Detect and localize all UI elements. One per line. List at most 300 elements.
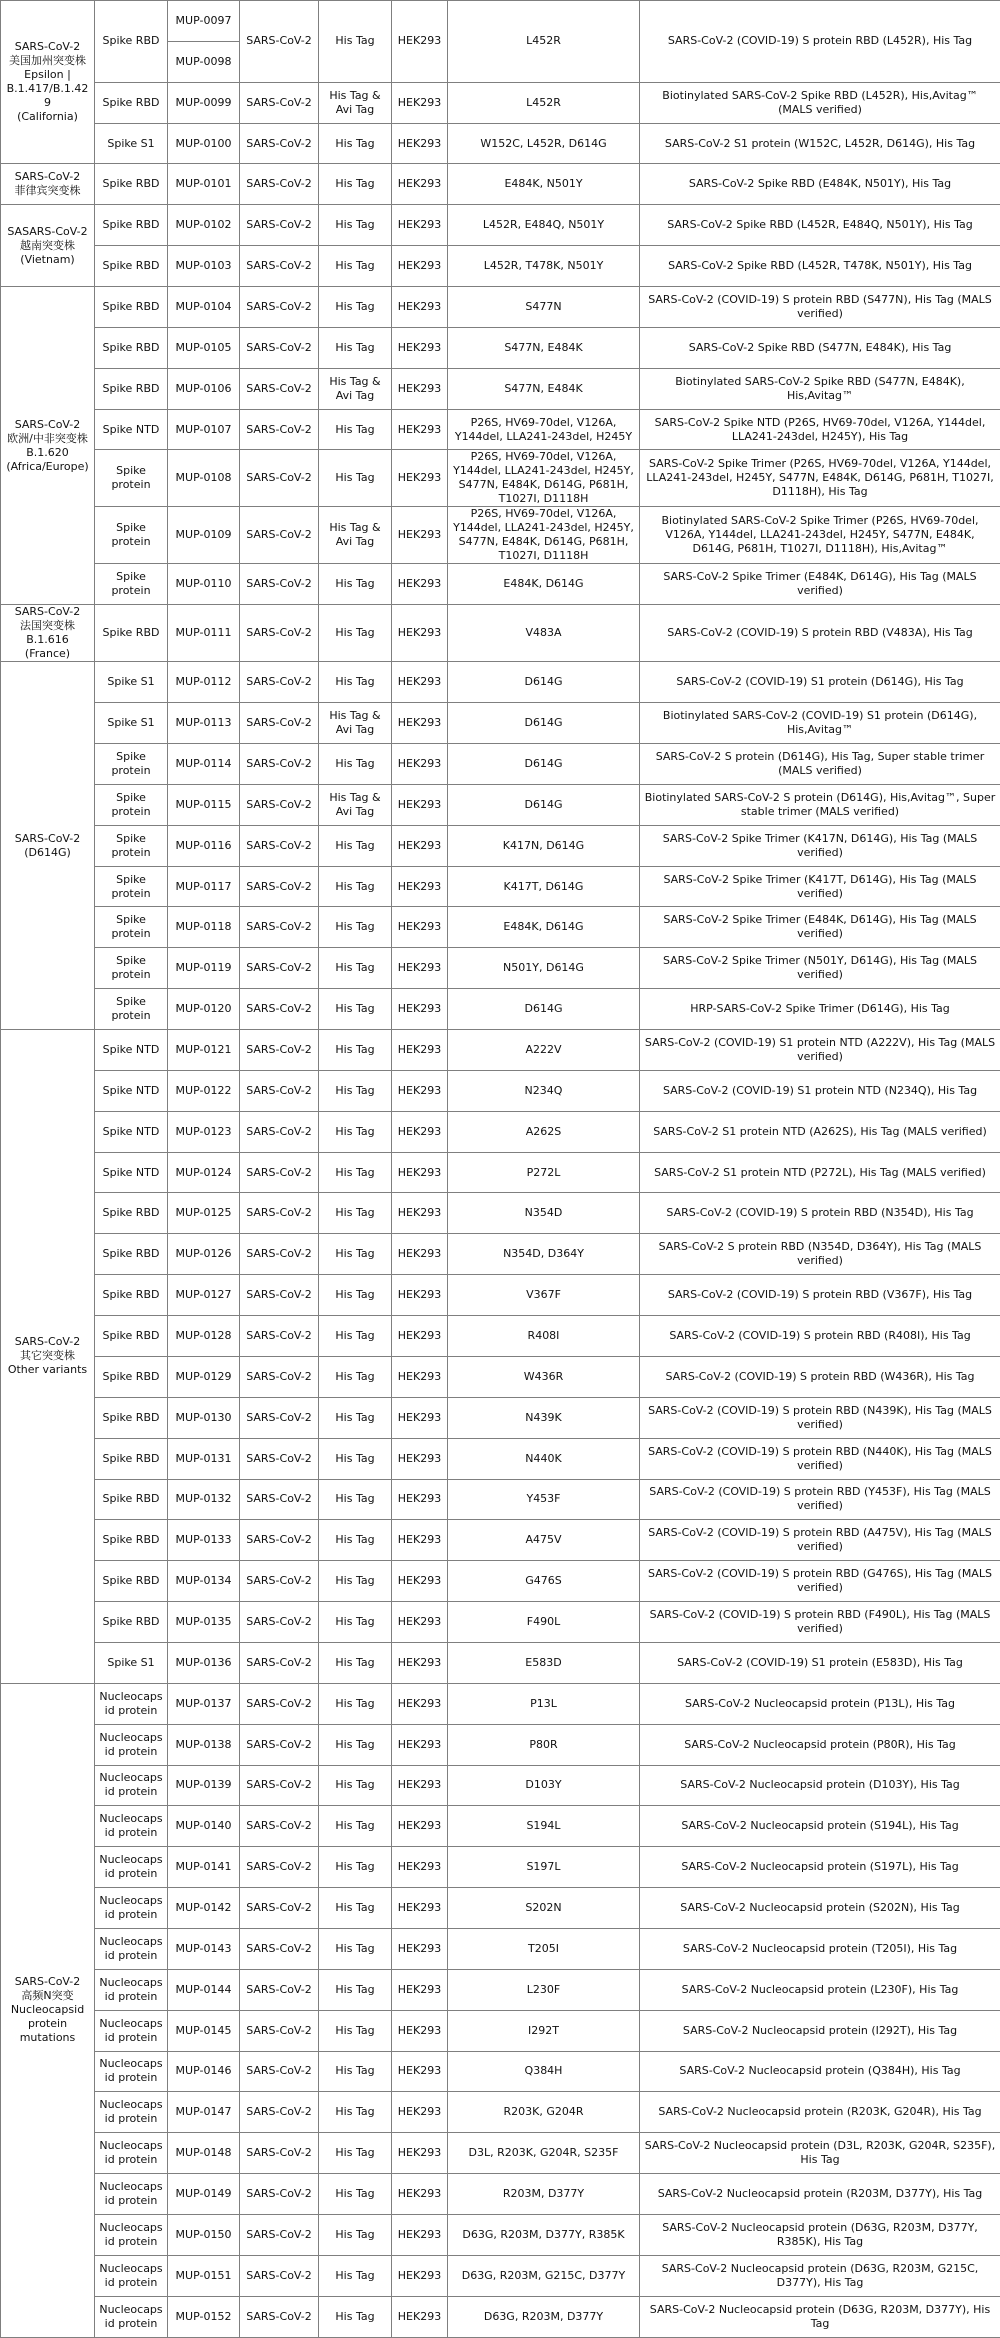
host-cell: HEK293 [392, 1520, 448, 1561]
tag-cell: His Tag [319, 450, 392, 507]
tag-cell: His Tag [319, 1152, 392, 1193]
tag-cell: His Tag [319, 1, 392, 83]
species-cell: SARS-CoV-2 [240, 2010, 319, 2051]
mutation-cell: K417T, D614G [448, 866, 640, 907]
catalog-number: MUP-0126 [168, 1234, 240, 1275]
protein-cell: Nucleocapsid protein [95, 1806, 168, 1847]
table-row [1, 948, 1000, 989]
tag-cell: His Tag [319, 825, 392, 866]
variant-group-label: SARS-CoV-2 法国突变株 B.1.616 (France) [1, 605, 95, 662]
description-cell: SARS-CoV-2 Spike Trimer (P26S, HV69-70del, V126A, Y144del, LLA241-243del, H245Y, S477N, E484K, D614G, P681H, T1027I, D1118H), His Tag [640, 450, 1000, 507]
table-row [1, 1561, 1000, 1602]
catalog-number: MUP-0110 [168, 564, 240, 605]
species-cell: SARS-CoV-2 [240, 1234, 319, 1275]
protein-cell: Spike RBD [95, 1561, 168, 1602]
host-cell: HEK293 [392, 287, 448, 328]
mutation-cell: S197L [448, 1847, 640, 1888]
table-row [1, 1642, 1000, 1683]
table-row [1, 907, 1000, 948]
catalog-number: MUP-0140 [168, 1806, 240, 1847]
host-cell: HEK293 [392, 2133, 448, 2174]
table-row [1, 287, 1000, 328]
table-row [1, 605, 1000, 662]
description-cell: SARS-CoV-2 (COVID-19) S protein RBD (S477N), His Tag (MALS verified) [640, 287, 1000, 328]
host-cell: HEK293 [392, 1, 448, 83]
table-row [1, 409, 1000, 450]
description-cell: SARS-CoV-2 (COVID-19) S1 protein NTD (A222V), His Tag (MALS verified) [640, 1030, 1000, 1071]
mutation-cell: K417N, D614G [448, 825, 640, 866]
protein-cell: Spike NTD [95, 1152, 168, 1193]
host-cell: HEK293 [392, 1724, 448, 1765]
description-cell: SARS-CoV-2 Nucleocapsid protein (S202N), His Tag [640, 1888, 1000, 1929]
catalog-number: MUP-0152 [168, 2296, 240, 2337]
protein-cell: Nucleocapsid protein [95, 1888, 168, 1929]
mutation-cell: D63G, R203M, G215C, D377Y [448, 2255, 640, 2296]
table-row [1, 1847, 1000, 1888]
host-cell: HEK293 [392, 1152, 448, 1193]
description-cell: SARS-CoV-2 Nucleocapsid protein (P80R), His Tag [640, 1724, 1000, 1765]
mutation-cell: R203K, G204R [448, 2092, 640, 2133]
mutation-cell: Q384H [448, 2051, 640, 2092]
species-cell: SARS-CoV-2 [240, 82, 319, 123]
mutation-cell: E484K, N501Y [448, 164, 640, 205]
protein-cell: Spike S1 [95, 123, 168, 164]
host-cell: HEK293 [392, 2010, 448, 2051]
protein-cell: Spike protein [95, 907, 168, 948]
table-row [1, 825, 1000, 866]
protein-cell: Nucleocapsid protein [95, 2174, 168, 2215]
catalog-number: MUP-0122 [168, 1070, 240, 1111]
host-cell: HEK293 [392, 1030, 448, 1071]
mutation-cell: D614G [448, 744, 640, 785]
table-row [1, 1193, 1000, 1234]
description-cell: SARS-CoV-2 Nucleocapsid protein (I292T), His Tag [640, 2010, 1000, 2051]
catalog-number: MUP-0138 [168, 1724, 240, 1765]
host-cell: HEK293 [392, 866, 448, 907]
species-cell: SARS-CoV-2 [240, 1479, 319, 1520]
description-cell: SARS-CoV-2 S1 protein (W152C, L452R, D614G), His Tag [640, 123, 1000, 164]
species-cell: SARS-CoV-2 [240, 907, 319, 948]
variant-group-label: SASARS-CoV-2 越南突变株 (Vietnam) [1, 205, 95, 287]
catalog-number: MUP-0102 [168, 205, 240, 246]
mutation-cell: D63G, R203M, D377Y [448, 2296, 640, 2337]
species-cell: SARS-CoV-2 [240, 123, 319, 164]
tag-cell: His Tag [319, 866, 392, 907]
description-cell: Biotinylated SARS-CoV-2 S protein (D614G), His,Avitag™, Super stable trimer (MALS verified) [640, 784, 1000, 825]
description-cell: SARS-CoV-2 Spike RBD (L452R, T478K, N501Y), His Tag [640, 246, 1000, 287]
table-row [1, 784, 1000, 825]
catalog-number: MUP-0143 [168, 1928, 240, 1969]
mutation-cell: V367F [448, 1275, 640, 1316]
protein-cell: Spike S1 [95, 1642, 168, 1683]
tag-cell: His Tag [319, 2092, 392, 2133]
species-cell: SARS-CoV-2 [240, 327, 319, 368]
description-cell: SARS-CoV-2 Nucleocapsid protein (P13L), His Tag [640, 1683, 1000, 1724]
catalog-number: MUP-0113 [168, 703, 240, 744]
catalog-number: MUP-0127 [168, 1275, 240, 1316]
table-row [1, 1479, 1000, 1520]
protein-cell: Spike S1 [95, 662, 168, 703]
catalog-number: MUP-0114 [168, 744, 240, 785]
host-cell: HEK293 [392, 1928, 448, 1969]
mutation-cell: D614G [448, 662, 640, 703]
host-cell: HEK293 [392, 2255, 448, 2296]
mutation-cell: G476S [448, 1561, 640, 1602]
catalog-number: MUP-0101 [168, 164, 240, 205]
protein-cell: Spike protein [95, 784, 168, 825]
host-cell: HEK293 [392, 450, 448, 507]
mutation-cell: W436R [448, 1356, 640, 1397]
host-cell: HEK293 [392, 1765, 448, 1806]
description-cell: SARS-CoV-2 (COVID-19) S protein RBD (N354D), His Tag [640, 1193, 1000, 1234]
description-cell: SARS-CoV-2 Spike Trimer (K417N, D614G), His Tag (MALS verified) [640, 825, 1000, 866]
description-cell: SARS-CoV-2 Nucleocapsid protein (S197L), His Tag [640, 1847, 1000, 1888]
host-cell: HEK293 [392, 564, 448, 605]
mutation-cell: N501Y, D614G [448, 948, 640, 989]
tag-cell: His Tag & Avi Tag [319, 703, 392, 744]
tag-cell: His Tag [319, 2174, 392, 2215]
tag-cell: His Tag [319, 2255, 392, 2296]
species-cell: SARS-CoV-2 [240, 450, 319, 507]
table-row [1, 368, 1000, 409]
host-cell: HEK293 [392, 507, 448, 564]
table-row [1, 1070, 1000, 1111]
table-row [1, 1275, 1000, 1316]
tag-cell: His Tag [319, 2296, 392, 2337]
variant-group-label: SARS-CoV-2 美国加州突变株 Epsilon | B.1.417/B.1.429 (California) [1, 1, 95, 164]
species-cell: SARS-CoV-2 [240, 1397, 319, 1438]
catalog-number: MUP-0141 [168, 1847, 240, 1888]
mutation-cell: E484K, D614G [448, 907, 640, 948]
catalog-number: MUP-0150 [168, 2214, 240, 2255]
mutation-cell: S202N [448, 1888, 640, 1929]
host-cell: HEK293 [392, 327, 448, 368]
description-cell: SARS-CoV-2 Nucleocapsid protein (D63G, R203M, D377Y), His Tag [640, 2296, 1000, 2337]
mutation-cell: N354D [448, 1193, 640, 1234]
tag-cell: His Tag [319, 1765, 392, 1806]
catalog-number: MUP-0121 [168, 1030, 240, 1071]
protein-cell: Spike RBD [95, 605, 168, 662]
species-cell: SARS-CoV-2 [240, 1969, 319, 2010]
tag-cell: His Tag [319, 1806, 392, 1847]
species-cell: SARS-CoV-2 [240, 2296, 319, 2337]
tag-cell: His Tag [319, 123, 392, 164]
tag-cell: His Tag [319, 1275, 392, 1316]
description-cell: SARS-CoV-2 (COVID-19) S protein RBD (N439K), His Tag (MALS verified) [640, 1397, 1000, 1438]
table-row [1, 1111, 1000, 1152]
variant-group-label: SARS-CoV-2 其它突变株 Other variants [1, 1030, 95, 1684]
protein-cell: Nucleocapsid protein [95, 2296, 168, 2337]
description-cell: SARS-CoV-2 (COVID-19) S protein RBD (Y453F), His Tag (MALS verified) [640, 1479, 1000, 1520]
catalog-number: MUP-0106 [168, 368, 240, 409]
catalog-number: MUP-0133 [168, 1520, 240, 1561]
catalog-number: MUP-0099 [168, 82, 240, 123]
tag-cell: His Tag [319, 1520, 392, 1561]
mutation-cell: P26S, HV69-70del, V126A, Y144del, LLA241-243del, H245Y, S477N, E484K, D614G, P681H, T1027I, D1118H [448, 450, 640, 507]
mutation-cell: F490L [448, 1602, 640, 1643]
protein-cell: Nucleocapsid protein [95, 2214, 168, 2255]
tag-cell: His Tag [319, 2010, 392, 2051]
description-cell: Biotinylated SARS-CoV-2 Spike Trimer (P26S, HV69-70del, V126A, Y144del, LLA241-243del, H245Y, S477N, E484K, D614G, P681H, T1027I, D1118H), His,Avitag™ [640, 507, 1000, 564]
mutation-cell: I292T [448, 2010, 640, 2051]
host-cell: HEK293 [392, 703, 448, 744]
tag-cell: His Tag [319, 1030, 392, 1071]
description-cell: SARS-CoV-2 S1 protein NTD (A262S), His Tag (MALS verified) [640, 1111, 1000, 1152]
tag-cell: His Tag [319, 948, 392, 989]
species-cell: SARS-CoV-2 [240, 989, 319, 1030]
host-cell: HEK293 [392, 1397, 448, 1438]
description-cell: SARS-CoV-2 Spike Trimer (E484K, D614G), His Tag (MALS verified) [640, 564, 1000, 605]
catalog-number: MUP-0130 [168, 1397, 240, 1438]
mutation-cell: D614G [448, 784, 640, 825]
table-row [1, 123, 1000, 164]
tag-cell: His Tag [319, 1642, 392, 1683]
protein-cell: Nucleocapsid protein [95, 1847, 168, 1888]
catalog-number: MUP-0105 [168, 327, 240, 368]
mutation-cell: D63G, R203M, D377Y, R385K [448, 2214, 640, 2255]
tag-cell: His Tag [319, 1111, 392, 1152]
description-cell: SARS-CoV-2 S protein (D614G), His Tag, Super stable trimer (MALS verified) [640, 744, 1000, 785]
host-cell: HEK293 [392, 744, 448, 785]
species-cell: SARS-CoV-2 [240, 1152, 319, 1193]
description-cell: SARS-CoV-2 Spike Trimer (E484K, D614G), His Tag (MALS verified) [640, 907, 1000, 948]
species-cell: SARS-CoV-2 [240, 1561, 319, 1602]
table-row [1, 2174, 1000, 2215]
tag-cell: His Tag [319, 1070, 392, 1111]
protein-cell: Nucleocapsid protein [95, 1683, 168, 1724]
protein-cell: Spike RBD [95, 1602, 168, 1643]
species-cell: SARS-CoV-2 [240, 1193, 319, 1234]
table-row [1, 2010, 1000, 2051]
description-cell: SARS-CoV-2 Spike RBD (L452R, E484Q, N501Y), His Tag [640, 205, 1000, 246]
tag-cell: His Tag [319, 1724, 392, 1765]
catalog-number: MUP-0109 [168, 507, 240, 564]
catalog-number: MUP-0123 [168, 1111, 240, 1152]
description-cell: SARS-CoV-2 Nucleocapsid protein (R203K, G204R), His Tag [640, 2092, 1000, 2133]
table-row [1, 82, 1000, 123]
species-cell: SARS-CoV-2 [240, 2214, 319, 2255]
catalog-number: MUP-0125 [168, 1193, 240, 1234]
description-cell: Biotinylated SARS-CoV-2 (COVID-19) S1 protein (D614G), His,Avitag™ [640, 703, 1000, 744]
table-row [1, 164, 1000, 205]
host-cell: HEK293 [392, 205, 448, 246]
description-cell: SARS-CoV-2 Nucleocapsid protein (L230F), His Tag [640, 1969, 1000, 2010]
protein-cell: Spike NTD [95, 409, 168, 450]
catalog-number: MUP-0142 [168, 1888, 240, 1929]
protein-cell: Spike protein [95, 866, 168, 907]
protein-cell: Spike RBD [95, 205, 168, 246]
protein-cell: Spike protein [95, 989, 168, 1030]
catalog-number: MUP-0116 [168, 825, 240, 866]
table-row [1, 2296, 1000, 2337]
mutation-cell: N234Q [448, 1070, 640, 1111]
table-row [1, 450, 1000, 507]
description-cell: SARS-CoV-2 (COVID-19) S protein RBD (R408I), His Tag [640, 1316, 1000, 1357]
tag-cell: His Tag [319, 1193, 392, 1234]
species-cell: SARS-CoV-2 [240, 1111, 319, 1152]
table-row [1, 662, 1000, 703]
description-cell: SARS-CoV-2 (COVID-19) S protein RBD (N440K), His Tag (MALS verified) [640, 1438, 1000, 1479]
species-cell: SARS-CoV-2 [240, 1030, 319, 1071]
table-row [1, 1152, 1000, 1193]
mutation-cell: D103Y [448, 1765, 640, 1806]
protein-cell: Spike RBD [95, 1193, 168, 1234]
description-cell: SARS-CoV-2 Spike Trimer (N501Y, D614G), His Tag (MALS verified) [640, 948, 1000, 989]
tag-cell: His Tag [319, 246, 392, 287]
table-row [1, 1765, 1000, 1806]
description-cell: SARS-CoV-2 (COVID-19) S protein RBD (W436R), His Tag [640, 1356, 1000, 1397]
protein-cell: Spike protein [95, 948, 168, 989]
tag-cell: His Tag [319, 287, 392, 328]
catalog-number: MUP-0137 [168, 1683, 240, 1724]
mutation-cell: D3L, R203K, G204R, S235F [448, 2133, 640, 2174]
species-cell: SARS-CoV-2 [240, 1275, 319, 1316]
catalog-number: MUP-0136 [168, 1642, 240, 1683]
table-row [1, 1, 1000, 42]
mutation-cell: A262S [448, 1111, 640, 1152]
species-cell: SARS-CoV-2 [240, 564, 319, 605]
table-row [1, 1602, 1000, 1643]
species-cell: SARS-CoV-2 [240, 1520, 319, 1561]
tag-cell: His Tag [319, 1602, 392, 1643]
catalog-number: MUP-0112 [168, 662, 240, 703]
species-cell: SARS-CoV-2 [240, 784, 319, 825]
table-row [1, 1928, 1000, 1969]
table-row [1, 2051, 1000, 2092]
species-cell: SARS-CoV-2 [240, 1, 319, 83]
table-row [1, 327, 1000, 368]
host-cell: HEK293 [392, 82, 448, 123]
protein-cell: Spike protein [95, 825, 168, 866]
tag-cell: His Tag [319, 907, 392, 948]
tag-cell: His Tag [319, 2051, 392, 2092]
mutation-cell: R203M, D377Y [448, 2174, 640, 2215]
species-cell: SARS-CoV-2 [240, 205, 319, 246]
protein-cell: Spike NTD [95, 1111, 168, 1152]
tag-cell: His Tag & Avi Tag [319, 368, 392, 409]
species-cell: SARS-CoV-2 [240, 2255, 319, 2296]
host-cell: HEK293 [392, 662, 448, 703]
protein-cell: Nucleocapsid protein [95, 1765, 168, 1806]
mutation-cell: S477N, E484K [448, 327, 640, 368]
tag-cell: His Tag [319, 1316, 392, 1357]
catalog-number: MUP-0135 [168, 1602, 240, 1643]
catalog-number: MUP-0120 [168, 989, 240, 1030]
host-cell: HEK293 [392, 409, 448, 450]
mutation-cell: S477N, E484K [448, 368, 640, 409]
table-row [1, 2255, 1000, 2296]
variant-group-label: SARS-CoV-2 菲律宾突变株 [1, 164, 95, 205]
catalog-number: MUP-0097 [168, 1, 240, 42]
description-cell: SARS-CoV-2 (COVID-19) S1 protein (D614G), His Tag [640, 662, 1000, 703]
description-cell: SARS-CoV-2 Spike Trimer (K417T, D614G), His Tag (MALS verified) [640, 866, 1000, 907]
catalog-number: MUP-0151 [168, 2255, 240, 2296]
protein-cell: Spike RBD [95, 1479, 168, 1520]
host-cell: HEK293 [392, 907, 448, 948]
tag-cell: His Tag [319, 1234, 392, 1275]
tag-cell: His Tag & Avi Tag [319, 784, 392, 825]
table-row [1, 1683, 1000, 1724]
host-cell: HEK293 [392, 1316, 448, 1357]
catalog-number: MUP-0104 [168, 287, 240, 328]
protein-cell: Nucleocapsid protein [95, 1724, 168, 1765]
host-cell: HEK293 [392, 1642, 448, 1683]
host-cell: HEK293 [392, 784, 448, 825]
host-cell: HEK293 [392, 1479, 448, 1520]
species-cell: SARS-CoV-2 [240, 948, 319, 989]
catalog-number: MUP-0149 [168, 2174, 240, 2215]
catalog-number: MUP-0145 [168, 2010, 240, 2051]
host-cell: HEK293 [392, 2296, 448, 2337]
tag-cell: His Tag [319, 1561, 392, 1602]
catalog-number: MUP-0146 [168, 2051, 240, 2092]
protein-cell: Spike protein [95, 450, 168, 507]
tag-cell: His Tag [319, 205, 392, 246]
table-row [1, 1397, 1000, 1438]
catalog-number: MUP-0124 [168, 1152, 240, 1193]
protein-cell: Spike RBD [95, 327, 168, 368]
mutation-cell: S194L [448, 1806, 640, 1847]
catalog-number: MUP-0103 [168, 246, 240, 287]
mutation-cell: L452R, T478K, N501Y [448, 246, 640, 287]
table-row [1, 1438, 1000, 1479]
description-cell: SARS-CoV-2 Spike NTD (P26S, HV69-70del, V126A, Y144del, LLA241-243del, H245Y), His Tag [640, 409, 1000, 450]
host-cell: HEK293 [392, 2214, 448, 2255]
description-cell: HRP-SARS-CoV-2 Spike Trimer (D614G), His Tag [640, 989, 1000, 1030]
table-row [1, 1234, 1000, 1275]
host-cell: HEK293 [392, 1070, 448, 1111]
variant-group-label: SARS-CoV-2 高频N突变 Nucleocapsid protein mutations [1, 1683, 95, 2337]
host-cell: HEK293 [392, 605, 448, 662]
table-row [1, 2092, 1000, 2133]
catalog-number: MUP-0098 [168, 41, 240, 82]
catalog-number: MUP-0100 [168, 123, 240, 164]
mutation-cell: A222V [448, 1030, 640, 1071]
catalog-number: MUP-0131 [168, 1438, 240, 1479]
species-cell: SARS-CoV-2 [240, 507, 319, 564]
tag-cell: His Tag [319, 2133, 392, 2174]
protein-cell: Spike RBD [95, 1397, 168, 1438]
mutation-cell: L230F [448, 1969, 640, 2010]
description-cell: SARS-CoV-2 Spike RBD (E484K, N501Y), His Tag [640, 164, 1000, 205]
host-cell: HEK293 [392, 1969, 448, 2010]
description-cell: SARS-CoV-2 Nucleocapsid protein (S194L), His Tag [640, 1806, 1000, 1847]
table-row [1, 703, 1000, 744]
catalog-number: MUP-0129 [168, 1356, 240, 1397]
mutation-cell: N440K [448, 1438, 640, 1479]
host-cell: HEK293 [392, 1888, 448, 1929]
protein-cell: Nucleocapsid protein [95, 2092, 168, 2133]
host-cell: HEK293 [392, 246, 448, 287]
description-cell: SARS-CoV-2 Nucleocapsid protein (T205I), His Tag [640, 1928, 1000, 1969]
tag-cell: His Tag [319, 1888, 392, 1929]
species-cell: SARS-CoV-2 [240, 1888, 319, 1929]
description-cell: SARS-CoV-2 (COVID-19) S protein RBD (V483A), His Tag [640, 605, 1000, 662]
description-cell: SARS-CoV-2 (COVID-19) S protein RBD (L452R), His Tag [640, 1, 1000, 83]
protein-cell: Spike S1 [95, 703, 168, 744]
tag-cell: His Tag [319, 409, 392, 450]
mutation-cell: P13L [448, 1683, 640, 1724]
catalog-number: MUP-0132 [168, 1479, 240, 1520]
species-cell: SARS-CoV-2 [240, 368, 319, 409]
species-cell: SARS-CoV-2 [240, 164, 319, 205]
mutation-cell: L452R, E484Q, N501Y [448, 205, 640, 246]
mutation-cell: P26S, HV69-70del, V126A, Y144del, LLA241-243del, H245Y [448, 409, 640, 450]
mutation-cell: R408I [448, 1316, 640, 1357]
host-cell: HEK293 [392, 1275, 448, 1316]
description-cell: SARS-CoV-2 (COVID-19) S1 protein (E583D), His Tag [640, 1642, 1000, 1683]
species-cell: SARS-CoV-2 [240, 1928, 319, 1969]
